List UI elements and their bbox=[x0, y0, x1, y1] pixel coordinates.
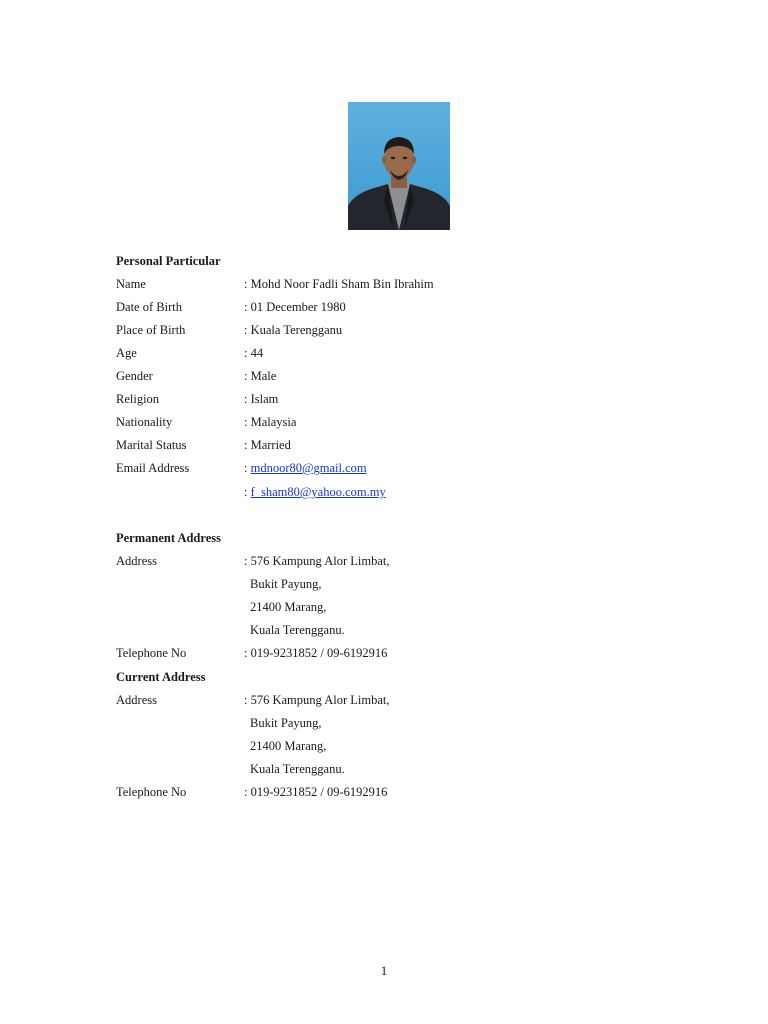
address-line: Kuala Terengganu. bbox=[250, 762, 345, 776]
personal-row-religion bbox=[116, 391, 676, 414]
address-line: : 576 Kampung Alor Limbat, bbox=[244, 693, 390, 707]
section-heading-current: Current Address bbox=[116, 670, 206, 684]
personal-particular-section bbox=[116, 253, 676, 507]
field-value: : Male bbox=[244, 369, 277, 383]
address-line: 21400 Marang, bbox=[250, 739, 327, 753]
permanent-row-address-line-3 bbox=[116, 599, 676, 622]
current-row-address bbox=[116, 692, 676, 715]
field-label: Name bbox=[116, 277, 146, 291]
current-address-section bbox=[116, 669, 676, 807]
field-label: Telephone No bbox=[116, 785, 187, 799]
address-line: : 576 Kampung Alor Limbat, bbox=[244, 554, 390, 568]
field-value: : 44 bbox=[244, 346, 264, 360]
profile-photo bbox=[348, 102, 450, 230]
address-line: Kuala Terengganu. bbox=[250, 623, 345, 637]
field-value: : Islam bbox=[244, 392, 279, 406]
field-label: Religion bbox=[116, 392, 160, 406]
permanent-row-address bbox=[116, 553, 676, 576]
page-number: 1 bbox=[380, 963, 388, 978]
address-line: Bukit Payung, bbox=[250, 716, 322, 730]
field-label: Date of Birth bbox=[116, 300, 182, 314]
permanent-row-telephone bbox=[116, 645, 676, 668]
field-value bbox=[244, 484, 386, 500]
personal-row-gender bbox=[116, 368, 676, 391]
address-line: Bukit Payung, bbox=[250, 577, 322, 591]
field-label: Marital Status bbox=[116, 438, 187, 452]
permanent-address-section bbox=[116, 530, 676, 668]
current-row-telephone bbox=[116, 784, 676, 807]
personal-row-name bbox=[116, 276, 676, 299]
field-label: Address bbox=[116, 693, 157, 707]
field-value: : 019-9231852 / 09-6192916 bbox=[244, 646, 388, 660]
personal-row-age bbox=[116, 345, 676, 368]
field-label: Place of Birth bbox=[116, 323, 186, 337]
email-link-gmail[interactable]: mdnoor80@gmail.com bbox=[250, 461, 367, 475]
portrait-illustration bbox=[348, 102, 450, 230]
colon-prefix: : bbox=[244, 485, 251, 499]
personal-row-marital-status bbox=[116, 437, 676, 460]
field-label: Gender bbox=[116, 369, 153, 383]
current-row-address-line-3 bbox=[116, 738, 676, 761]
address-line: 21400 Marang, bbox=[250, 600, 327, 614]
field-value: : 019-9231852 / 09-6192916 bbox=[244, 785, 388, 799]
personal-row-nationality bbox=[116, 414, 676, 437]
personal-row-email bbox=[116, 460, 676, 483]
field-value: : Mohd Noor Fadli Sham Bin Ibrahim bbox=[244, 277, 434, 291]
field-value: : 01 December 1980 bbox=[244, 300, 346, 314]
field-value: : Kuala Terengganu bbox=[244, 323, 343, 337]
field-value: : Married bbox=[244, 438, 291, 452]
permanent-row-address-line-4 bbox=[116, 622, 676, 645]
field-label: Address bbox=[116, 554, 157, 568]
personal-row-place-of-birth bbox=[116, 322, 676, 345]
section-heading-permanent: Permanent Address bbox=[116, 531, 221, 545]
permanent-row-address-line-2 bbox=[116, 576, 676, 599]
field-value: : Malaysia bbox=[244, 415, 297, 429]
section-heading-personal: Personal Particular bbox=[116, 254, 221, 268]
field-label: Email Address bbox=[116, 461, 190, 475]
email-link-yahoo[interactable]: f_sham80@yahoo.com.my bbox=[250, 485, 386, 499]
field-label: Nationality bbox=[116, 415, 173, 429]
current-row-address-line-4 bbox=[116, 761, 676, 784]
field-label: Telephone No bbox=[116, 646, 187, 660]
personal-row-email-secondary bbox=[116, 484, 676, 507]
field-value bbox=[244, 460, 367, 476]
field-label: Age bbox=[116, 346, 137, 360]
colon-prefix: : bbox=[244, 461, 251, 475]
current-row-address-line-2 bbox=[116, 715, 676, 738]
personal-row-date-of-birth bbox=[116, 299, 676, 322]
